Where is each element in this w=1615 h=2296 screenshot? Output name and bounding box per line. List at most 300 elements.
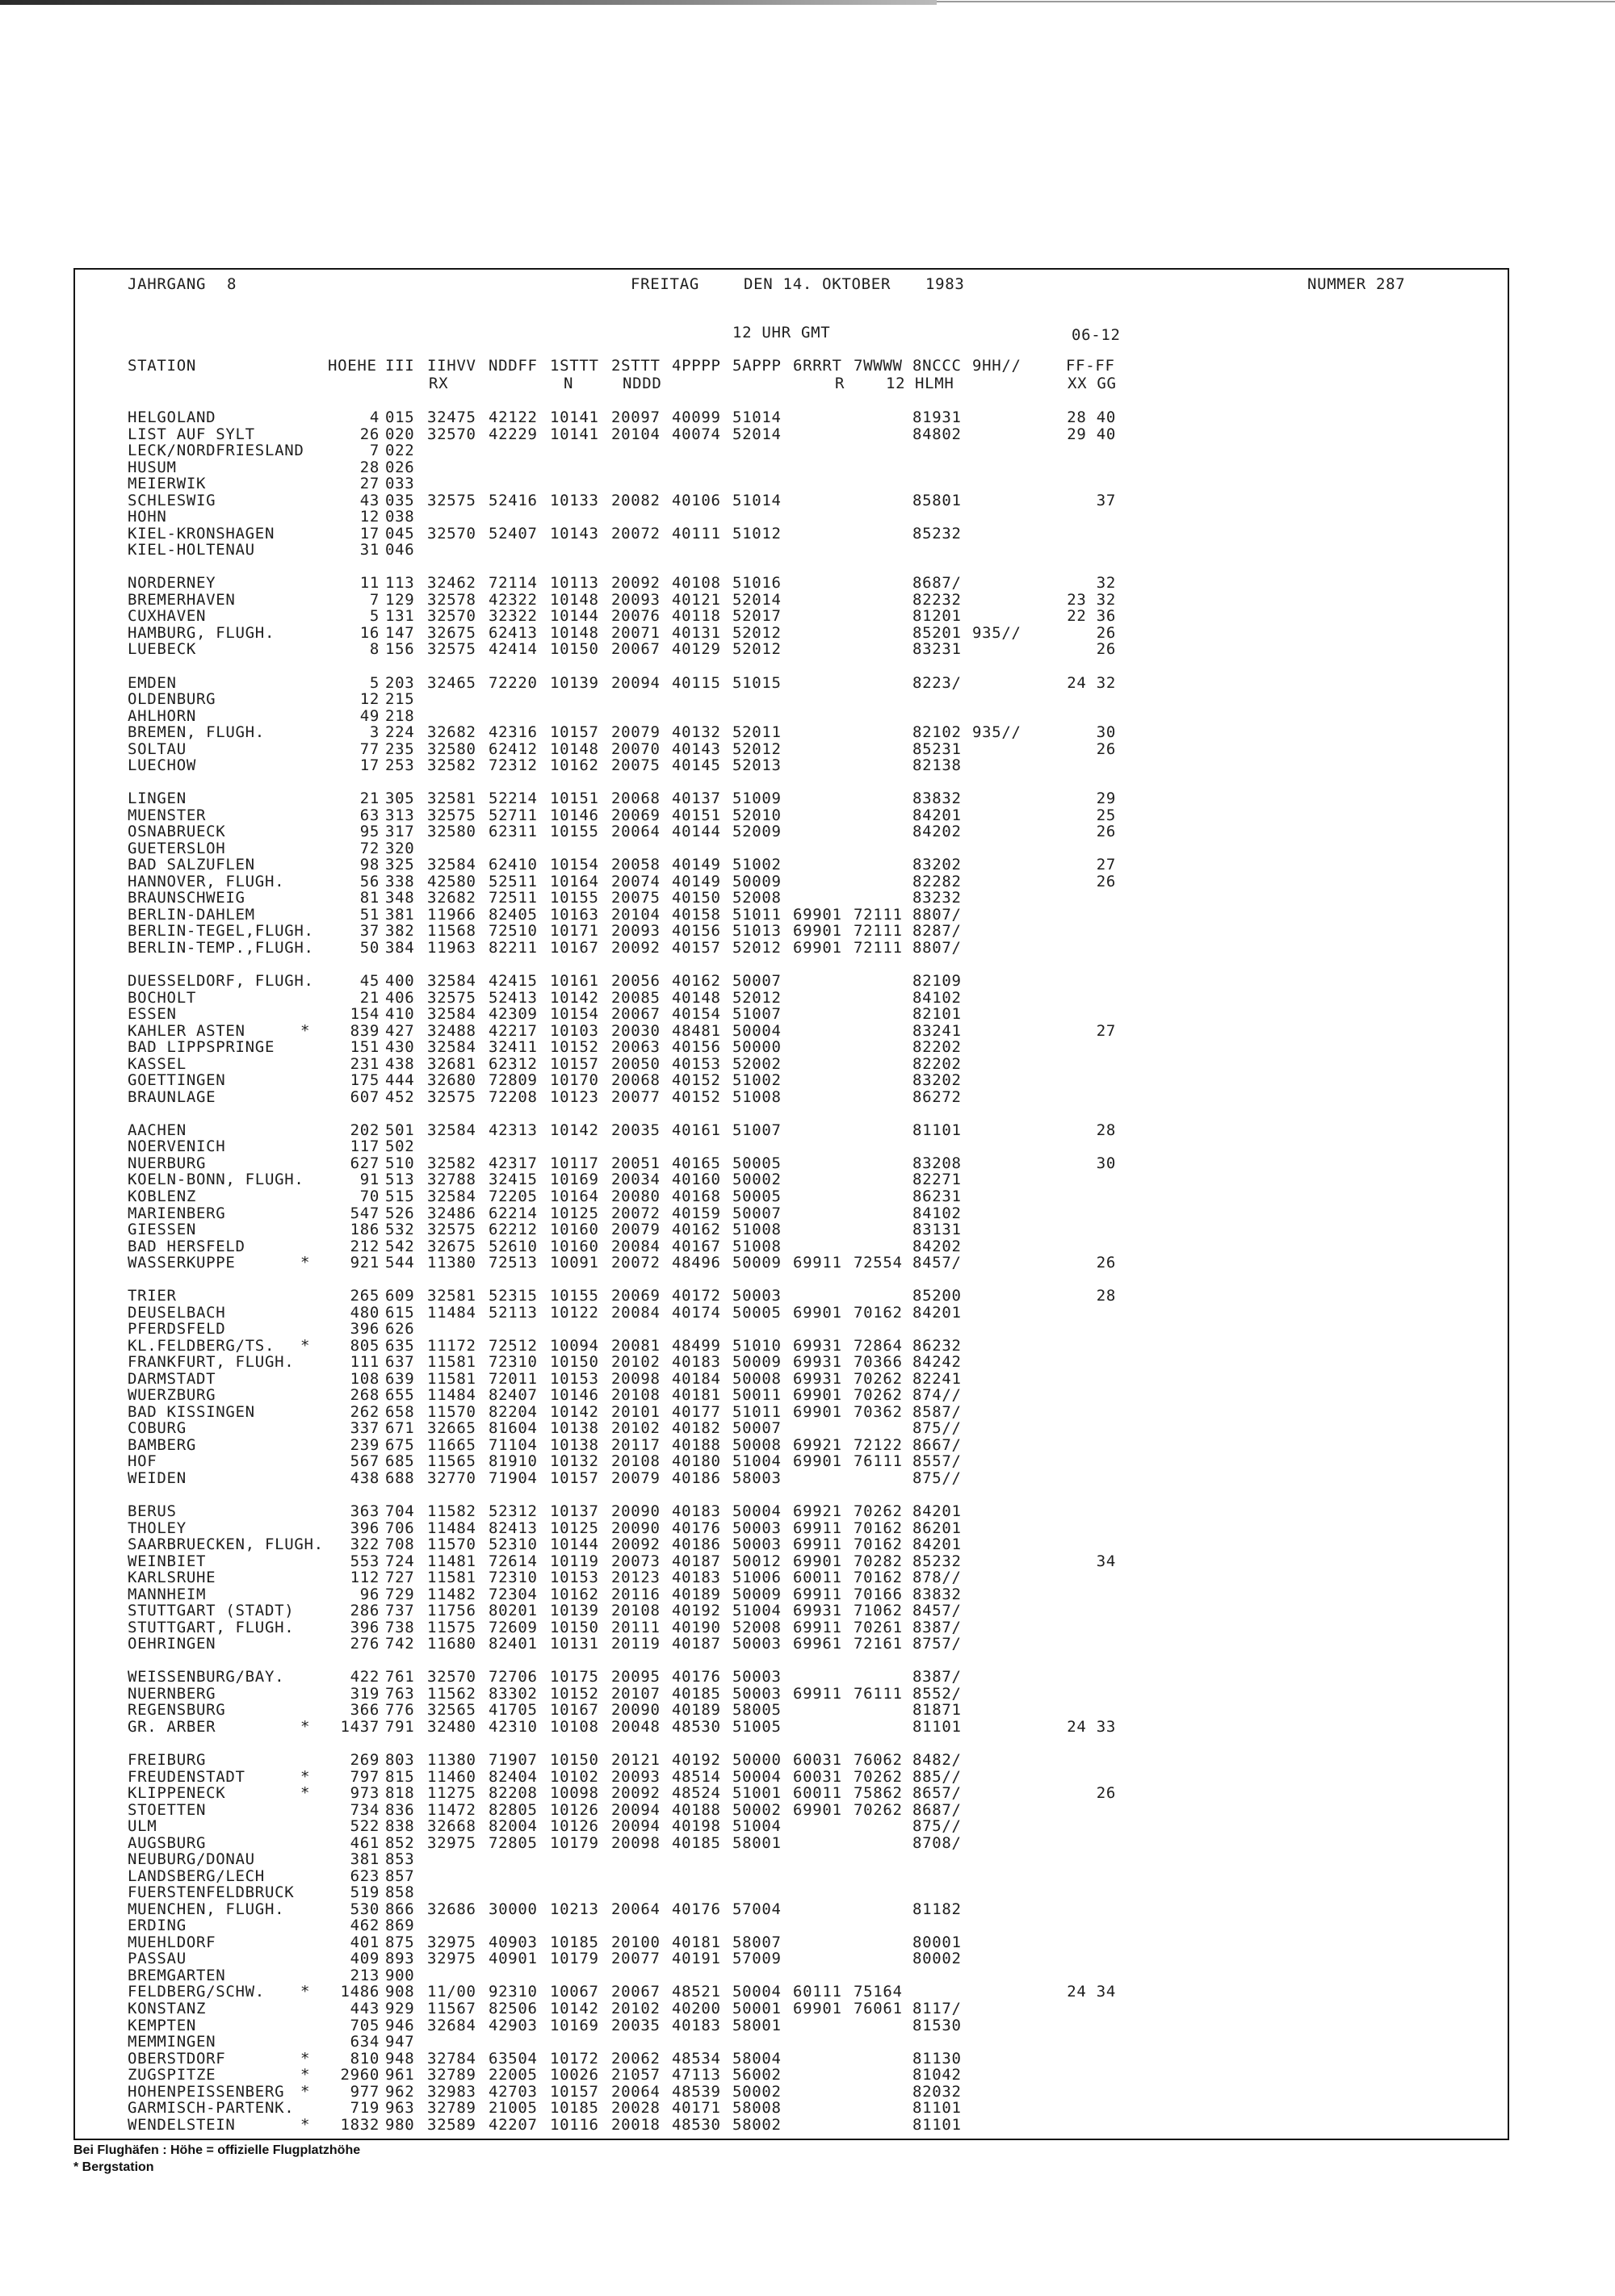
group-6rrrt: 69901 <box>793 1303 842 1322</box>
station-number: 893 <box>385 1950 415 1968</box>
group-5appp: 51016 <box>732 574 782 593</box>
station-height: 443 <box>350 2000 380 2017</box>
group-1sttt: 10154 <box>550 856 599 874</box>
group-2sttt: 20085 <box>611 988 661 1007</box>
station-height: 268 <box>350 1386 380 1405</box>
column-header-9hh: 9HH// <box>972 357 1021 375</box>
group-1sttt: 10153 <box>550 1569 599 1587</box>
group-iihvv: 11472 <box>427 1800 476 1819</box>
group-1sttt: 10185 <box>550 2099 599 2118</box>
station-row <box>0 857 1615 874</box>
station-name: MANNHEIM <box>128 1585 207 1603</box>
station-row <box>0 1453 1615 1470</box>
group-2sttt: 20092 <box>611 1536 661 1554</box>
station-height: 12 <box>359 690 380 709</box>
group-iihvv: 32570 <box>427 524 476 543</box>
station-row <box>0 1122 1615 1139</box>
group-iihvv: 11484 <box>427 1303 476 1322</box>
group-6rrrt: 69931 <box>793 1369 842 1388</box>
station-row <box>0 1752 1615 1769</box>
group-5appp: 52012 <box>732 988 782 1007</box>
group-iihvv: 11481 <box>427 1552 476 1570</box>
group-2sttt: 20084 <box>611 1303 661 1322</box>
station-name: MEIERWIK <box>128 475 207 493</box>
group-nddff: 52416 <box>489 491 538 509</box>
station-name: NORDERNEY <box>128 574 216 593</box>
station-name: WASSERKUPPE <box>128 1254 236 1272</box>
station-number: 763 <box>385 1684 415 1703</box>
station-height: 438 <box>350 1469 380 1487</box>
group-8nccc: 8708/ <box>912 1833 962 1852</box>
group-nddff: 32415 <box>489 1171 538 1189</box>
station-height: 28 <box>359 458 380 476</box>
group-1sttt: 10170 <box>550 1071 599 1090</box>
group-8nccc: 82202 <box>912 1038 962 1057</box>
group-2sttt: 20093 <box>611 922 661 941</box>
column-subheader-xx-gg: XX GG <box>1068 375 1117 392</box>
group-8nccc: 83202 <box>912 1071 962 1090</box>
group-8nccc: 8387/ <box>912 1618 962 1636</box>
group-iihvv: 11172 <box>427 1336 476 1355</box>
group-2sttt: 20092 <box>611 939 661 957</box>
group-1sttt: 10148 <box>550 623 599 642</box>
station-row <box>0 724 1615 741</box>
station-height: 112 <box>350 1569 380 1587</box>
group-7wwww: 72161 <box>854 1635 903 1653</box>
station-height: 553 <box>350 1552 380 1570</box>
column-header-1sttt: 1STTT <box>550 357 599 375</box>
group-1sttt: 10144 <box>550 607 599 626</box>
group-nddff: 52511 <box>489 872 538 890</box>
station-height: 70 <box>359 1187 380 1205</box>
group-8nccc: 8807/ <box>912 905 962 924</box>
group-ff-ff: 29 40 <box>1067 425 1116 443</box>
station-number: 639 <box>385 1369 415 1388</box>
group-8nccc: 80002 <box>912 1950 962 1968</box>
group-2sttt: 20034 <box>611 1171 661 1189</box>
group-8nccc: 82232 <box>912 590 962 609</box>
group-5appp: 51004 <box>732 1602 782 1620</box>
group-8nccc: 81201 <box>912 607 962 626</box>
station-row <box>0 973 1615 990</box>
group-4pppp: 40189 <box>672 1701 721 1720</box>
station-row <box>0 923 1615 940</box>
group-iihvv: 11756 <box>427 1602 476 1620</box>
station-row <box>0 1901 1615 1918</box>
group-8nccc: 85200 <box>912 1287 962 1305</box>
group-2sttt: 20074 <box>611 872 661 890</box>
group-5appp: 50002 <box>732 1800 782 1819</box>
station-number: 688 <box>385 1469 415 1487</box>
group-nddff: 41705 <box>489 1701 538 1720</box>
group-ff-ff: 26 <box>1096 872 1116 890</box>
station-height: 72 <box>359 839 380 857</box>
column-header-nddff: NDDFF <box>489 357 538 375</box>
group-4pppp: 40190 <box>672 1618 721 1636</box>
station-height: 462 <box>350 1917 380 1935</box>
group-nddff: 71904 <box>489 1469 538 1487</box>
station-name: KEMPTEN <box>128 2016 196 2034</box>
station-number: 113 <box>385 574 415 593</box>
group-7wwww: 70162 <box>854 1536 903 1554</box>
group-5appp: 50007 <box>732 1419 782 1438</box>
group-2sttt: 20117 <box>611 1435 661 1454</box>
group-8nccc: 82101 <box>912 1005 962 1024</box>
group-7wwww: 72554 <box>854 1254 903 1272</box>
group-2sttt: 20079 <box>611 723 661 742</box>
group-8nccc: 82241 <box>912 1369 962 1388</box>
group-5appp: 50007 <box>732 972 782 991</box>
group-5appp: 57009 <box>732 1950 782 1968</box>
station-group <box>0 1669 1615 1735</box>
station-row <box>0 1371 1615 1388</box>
group-2sttt: 20090 <box>611 1519 661 1537</box>
group-nddff: 32411 <box>489 1038 538 1057</box>
station-number: 866 <box>385 1900 415 1918</box>
station-number: 929 <box>385 2000 415 2017</box>
group-1sttt: 10164 <box>550 1187 599 1205</box>
group-5appp: 52014 <box>732 425 782 443</box>
station-name: MUEHLDORF <box>128 1933 216 1951</box>
scan-edge-line <box>0 0 937 5</box>
station-row <box>0 807 1615 824</box>
group-8nccc: 84202 <box>912 1237 962 1255</box>
column-header-8nccc: 8NCCC <box>912 357 962 375</box>
station-height: 422 <box>350 1668 380 1686</box>
station-number: 724 <box>385 1552 415 1570</box>
station-row <box>0 509 1615 526</box>
group-6rrrt: 60011 <box>793 1569 842 1587</box>
group-nddff: 42217 <box>489 1021 538 1040</box>
group-iihvv: 32784 <box>427 2049 476 2068</box>
group-1sttt: 10067 <box>550 1983 599 2001</box>
group-nddff: 82404 <box>489 1767 538 1786</box>
group-iihvv: 32488 <box>427 1021 476 1040</box>
group-2sttt: 20092 <box>611 1784 661 1803</box>
station-name: KIEL-KRONSHAGEN <box>128 524 275 543</box>
group-4pppp: 40143 <box>672 739 721 758</box>
group-iihvv: 11582 <box>427 1502 476 1521</box>
station-height: 213 <box>350 1966 380 1984</box>
group-nddff: 83302 <box>489 1684 538 1703</box>
group-nddff: 62410 <box>489 856 538 874</box>
group-1sttt: 10139 <box>550 1602 599 1620</box>
group-8nccc: 8287/ <box>912 922 962 941</box>
station-row <box>0 1569 1615 1586</box>
station-number: 035 <box>385 491 415 509</box>
group-4pppp: 40118 <box>672 607 721 626</box>
group-2sttt: 20028 <box>611 2099 661 2118</box>
group-8nccc: 8482/ <box>912 1751 962 1770</box>
group-7wwww: 72111 <box>854 905 903 924</box>
station-row <box>0 1437 1615 1454</box>
station-row <box>0 592 1615 609</box>
station-number: 727 <box>385 1569 415 1587</box>
group-iihvv: 32584 <box>427 1005 476 1024</box>
group-1sttt: 10091 <box>550 1254 599 1272</box>
group-iihvv: 32580 <box>427 823 476 841</box>
group-ff-ff: 27 <box>1096 856 1116 874</box>
group-nddff: 32322 <box>489 607 538 626</box>
group-iihvv: 32584 <box>427 856 476 874</box>
station-name: KONSTANZ <box>128 2000 207 2017</box>
station-name: ERDING <box>128 1917 187 1935</box>
station-name: LIST AUF SYLT <box>128 425 255 443</box>
group-nddff: 52315 <box>489 1287 538 1305</box>
station-height: 363 <box>350 1502 380 1521</box>
station-number: 131 <box>385 607 415 626</box>
group-2sttt: 20116 <box>611 1585 661 1603</box>
station-height: 381 <box>350 1850 380 1869</box>
group-1sttt: 10126 <box>550 1800 599 1819</box>
group-5appp: 51007 <box>732 1121 782 1139</box>
column-header-7wwww: 7WWWW <box>854 357 903 375</box>
group-8nccc: 8223/ <box>912 673 962 692</box>
group-5appp: 50009 <box>732 1585 782 1603</box>
station-name: BREMEN, FLUGH. <box>128 723 265 742</box>
group-iihvv: 32582 <box>427 756 476 775</box>
group-2sttt: 20064 <box>611 823 661 841</box>
station-height: 262 <box>350 1402 380 1421</box>
station-row <box>0 1719 1615 1736</box>
group-4pppp: 40152 <box>672 1071 721 1090</box>
group-2sttt: 20102 <box>611 1353 661 1372</box>
station-number: 635 <box>385 1336 415 1355</box>
group-2sttt: 20093 <box>611 1767 661 1786</box>
group-2sttt: 20072 <box>611 1254 661 1272</box>
group-1sttt: 10142 <box>550 2000 599 2017</box>
group-4pppp: 40183 <box>672 1353 721 1372</box>
station-number: 626 <box>385 1320 415 1339</box>
station-row <box>0 1520 1615 1537</box>
group-iihvv: 32584 <box>427 1187 476 1205</box>
station-row <box>0 1967 1615 1984</box>
station-name: HANNOVER, FLUGH. <box>128 872 285 890</box>
station-number: 704 <box>385 1502 415 1521</box>
group-nddff: 52312 <box>489 1502 538 1521</box>
station-number: 947 <box>385 2033 415 2051</box>
group-8nccc: 83232 <box>912 889 962 907</box>
group-5appp: 52008 <box>732 1618 782 1636</box>
group-8nccc: 874// <box>912 1386 962 1405</box>
station-row <box>0 409 1615 426</box>
station-number: 033 <box>385 475 415 493</box>
group-2sttt: 20070 <box>611 739 661 758</box>
group-7wwww: 76111 <box>854 1452 903 1471</box>
group-nddff: 81910 <box>489 1452 538 1471</box>
station-row <box>0 526 1615 543</box>
group-1sttt: 10142 <box>550 988 599 1007</box>
station-name: BRAUNLAGE <box>128 1087 216 1106</box>
station-number: 836 <box>385 1800 415 1819</box>
station-height: 239 <box>350 1435 380 1454</box>
group-iihvv: 32788 <box>427 1171 476 1189</box>
group-iihvv: 11/00 <box>427 1983 476 2001</box>
station-number: 038 <box>385 508 415 526</box>
station-number: 776 <box>385 1701 415 1720</box>
group-4pppp: 40106 <box>672 491 721 509</box>
station-row <box>0 476 1615 492</box>
group-8nccc: 8687/ <box>912 1800 962 1819</box>
station-height: 977 <box>350 2082 380 2101</box>
group-1sttt: 10117 <box>550 1154 599 1172</box>
station-row <box>0 874 1615 890</box>
station-name: OEHRINGEN <box>128 1635 216 1653</box>
group-4pppp: 40156 <box>672 1038 721 1057</box>
group-4pppp: 40180 <box>672 1452 721 1471</box>
station-row <box>0 1619 1615 1636</box>
station-row <box>0 2084 1615 2101</box>
group-nddff: 82413 <box>489 1519 538 1537</box>
station-row <box>0 790 1615 807</box>
station-row <box>0 1354 1615 1371</box>
station-number: 510 <box>385 1154 415 1172</box>
station-name: OSNABRUECK <box>128 823 226 841</box>
station-number: 742 <box>385 1635 415 1653</box>
group-8nccc: 82282 <box>912 872 962 890</box>
group-iihvv: 32570 <box>427 1668 476 1686</box>
station-number: 852 <box>385 1833 415 1852</box>
station-number: 147 <box>385 623 415 642</box>
group-8nccc: 83231 <box>912 640 962 659</box>
station-height: 734 <box>350 1800 380 1819</box>
group-ff-ff: 29 <box>1096 790 1116 808</box>
station-height: 7 <box>369 442 380 460</box>
group-nddff: 72011 <box>489 1369 538 1388</box>
group-nddff: 62412 <box>489 739 538 758</box>
group-5appp: 50009 <box>732 1254 782 1272</box>
station-height: 175 <box>350 1071 380 1090</box>
group-7wwww: 70162 <box>854 1519 903 1537</box>
station-height: 96 <box>359 1585 380 1603</box>
station-height: 16 <box>359 623 380 642</box>
group-8nccc: 8657/ <box>912 1784 962 1803</box>
station-number: 963 <box>385 2099 415 2118</box>
station-number: 946 <box>385 2016 415 2034</box>
group-5appp: 50001 <box>732 2000 782 2017</box>
group-4pppp: 40171 <box>672 2099 721 2118</box>
station-number: 400 <box>385 972 415 991</box>
group-iihvv: 11565 <box>427 1452 476 1471</box>
group-iihvv: 11380 <box>427 1751 476 1770</box>
group-2sttt: 20082 <box>611 491 661 509</box>
group-nddff: 62214 <box>489 1204 538 1222</box>
group-2sttt: 20119 <box>611 1635 661 1653</box>
station-row <box>0 1023 1615 1040</box>
station-number: 513 <box>385 1171 415 1189</box>
group-nddff: 72513 <box>489 1254 538 1272</box>
group-5appp: 51013 <box>732 922 782 941</box>
station-height: 1437 <box>340 1717 380 1736</box>
station-row <box>0 1702 1615 1719</box>
group-5appp: 50003 <box>732 1635 782 1653</box>
station-name: GUETERSLOH <box>128 839 226 857</box>
station-table-body <box>0 409 1615 2150</box>
station-name: REGENSBURG <box>128 1701 226 1720</box>
group-8nccc: 84102 <box>912 1204 962 1222</box>
observation-period: 06-12 <box>1072 326 1121 344</box>
station-group <box>0 973 1615 1105</box>
station-name: WUERZBURG <box>128 1386 216 1405</box>
group-6rrrt: 69911 <box>793 1536 842 1554</box>
group-2sttt: 20076 <box>611 607 661 626</box>
station-number: 452 <box>385 1087 415 1106</box>
group-nddff: 72511 <box>489 889 538 907</box>
group-8nccc: 875// <box>912 1469 962 1487</box>
group-8nccc: 85801 <box>912 491 962 509</box>
group-7wwww: 76062 <box>854 1751 903 1770</box>
group-7wwww: 72864 <box>854 1336 903 1355</box>
group-8nccc: 84201 <box>912 1303 962 1322</box>
group-4pppp: 48481 <box>672 1021 721 1040</box>
group-4pppp: 40185 <box>672 1833 721 1852</box>
station-name: WENDELSTEIN <box>128 2115 236 2134</box>
group-4pppp: 40188 <box>672 1800 721 1819</box>
station-row <box>0 1039 1615 1056</box>
group-4pppp: 40148 <box>672 988 721 1007</box>
group-2sttt: 20035 <box>611 2016 661 2034</box>
group-4pppp: 40168 <box>672 1187 721 1205</box>
station-row <box>0 2100 1615 2117</box>
group-1sttt: 10125 <box>550 1204 599 1222</box>
station-number: 022 <box>385 442 415 460</box>
group-ff-ff: 28 40 <box>1067 409 1116 426</box>
station-name: DARMSTADT <box>128 1369 216 1388</box>
station-height: 17 <box>359 756 380 775</box>
group-4pppp: 48514 <box>672 1767 721 1786</box>
group-8nccc: 85232 <box>912 524 962 543</box>
group-6rrrt: 69901 <box>793 1800 842 1819</box>
station-number: 869 <box>385 1917 415 1935</box>
group-2sttt: 20098 <box>611 1369 661 1388</box>
station-row <box>0 1536 1615 1553</box>
station-group <box>0 675 1615 774</box>
group-8nccc: 84102 <box>912 988 962 1007</box>
group-iihvv: 32584 <box>427 1038 476 1057</box>
group-2sttt: 20067 <box>611 1005 661 1024</box>
group-nddff: 42703 <box>489 2082 538 2101</box>
group-nddff: 82208 <box>489 1784 538 1803</box>
group-ff-ff: 26 <box>1096 1784 1116 1803</box>
group-2sttt: 20077 <box>611 1950 661 1968</box>
station-number: 444 <box>385 1071 415 1090</box>
station-name: KASSEL <box>128 1054 187 1073</box>
station-row <box>0 1851 1615 1868</box>
group-1sttt: 10102 <box>550 1767 599 1786</box>
station-height: 705 <box>350 2016 380 2034</box>
group-2sttt: 20069 <box>611 1287 661 1305</box>
group-iihvv: 32983 <box>427 2082 476 2101</box>
group-4pppp: 48499 <box>672 1336 721 1355</box>
group-2sttt: 20081 <box>611 1336 661 1355</box>
group-8nccc: 83131 <box>912 1221 962 1239</box>
group-8nccc: 85232 <box>912 1552 962 1570</box>
station-number: 382 <box>385 922 415 941</box>
group-nddff: 72220 <box>489 673 538 692</box>
group-iihvv: 32581 <box>427 1287 476 1305</box>
station-name: MUENSTER <box>128 806 207 824</box>
station-name: BERLIN-DAHLEM <box>128 905 255 924</box>
group-4pppp: 40158 <box>672 905 721 924</box>
group-nddff: 82405 <box>489 905 538 924</box>
group-4pppp: 40189 <box>672 1585 721 1603</box>
station-row <box>0 1686 1615 1703</box>
station-height: 366 <box>350 1701 380 1720</box>
station-number: 544 <box>385 1254 415 1272</box>
group-2sttt: 20068 <box>611 1071 661 1090</box>
station-number: 858 <box>385 1883 415 1902</box>
station-row <box>0 1818 1615 1835</box>
